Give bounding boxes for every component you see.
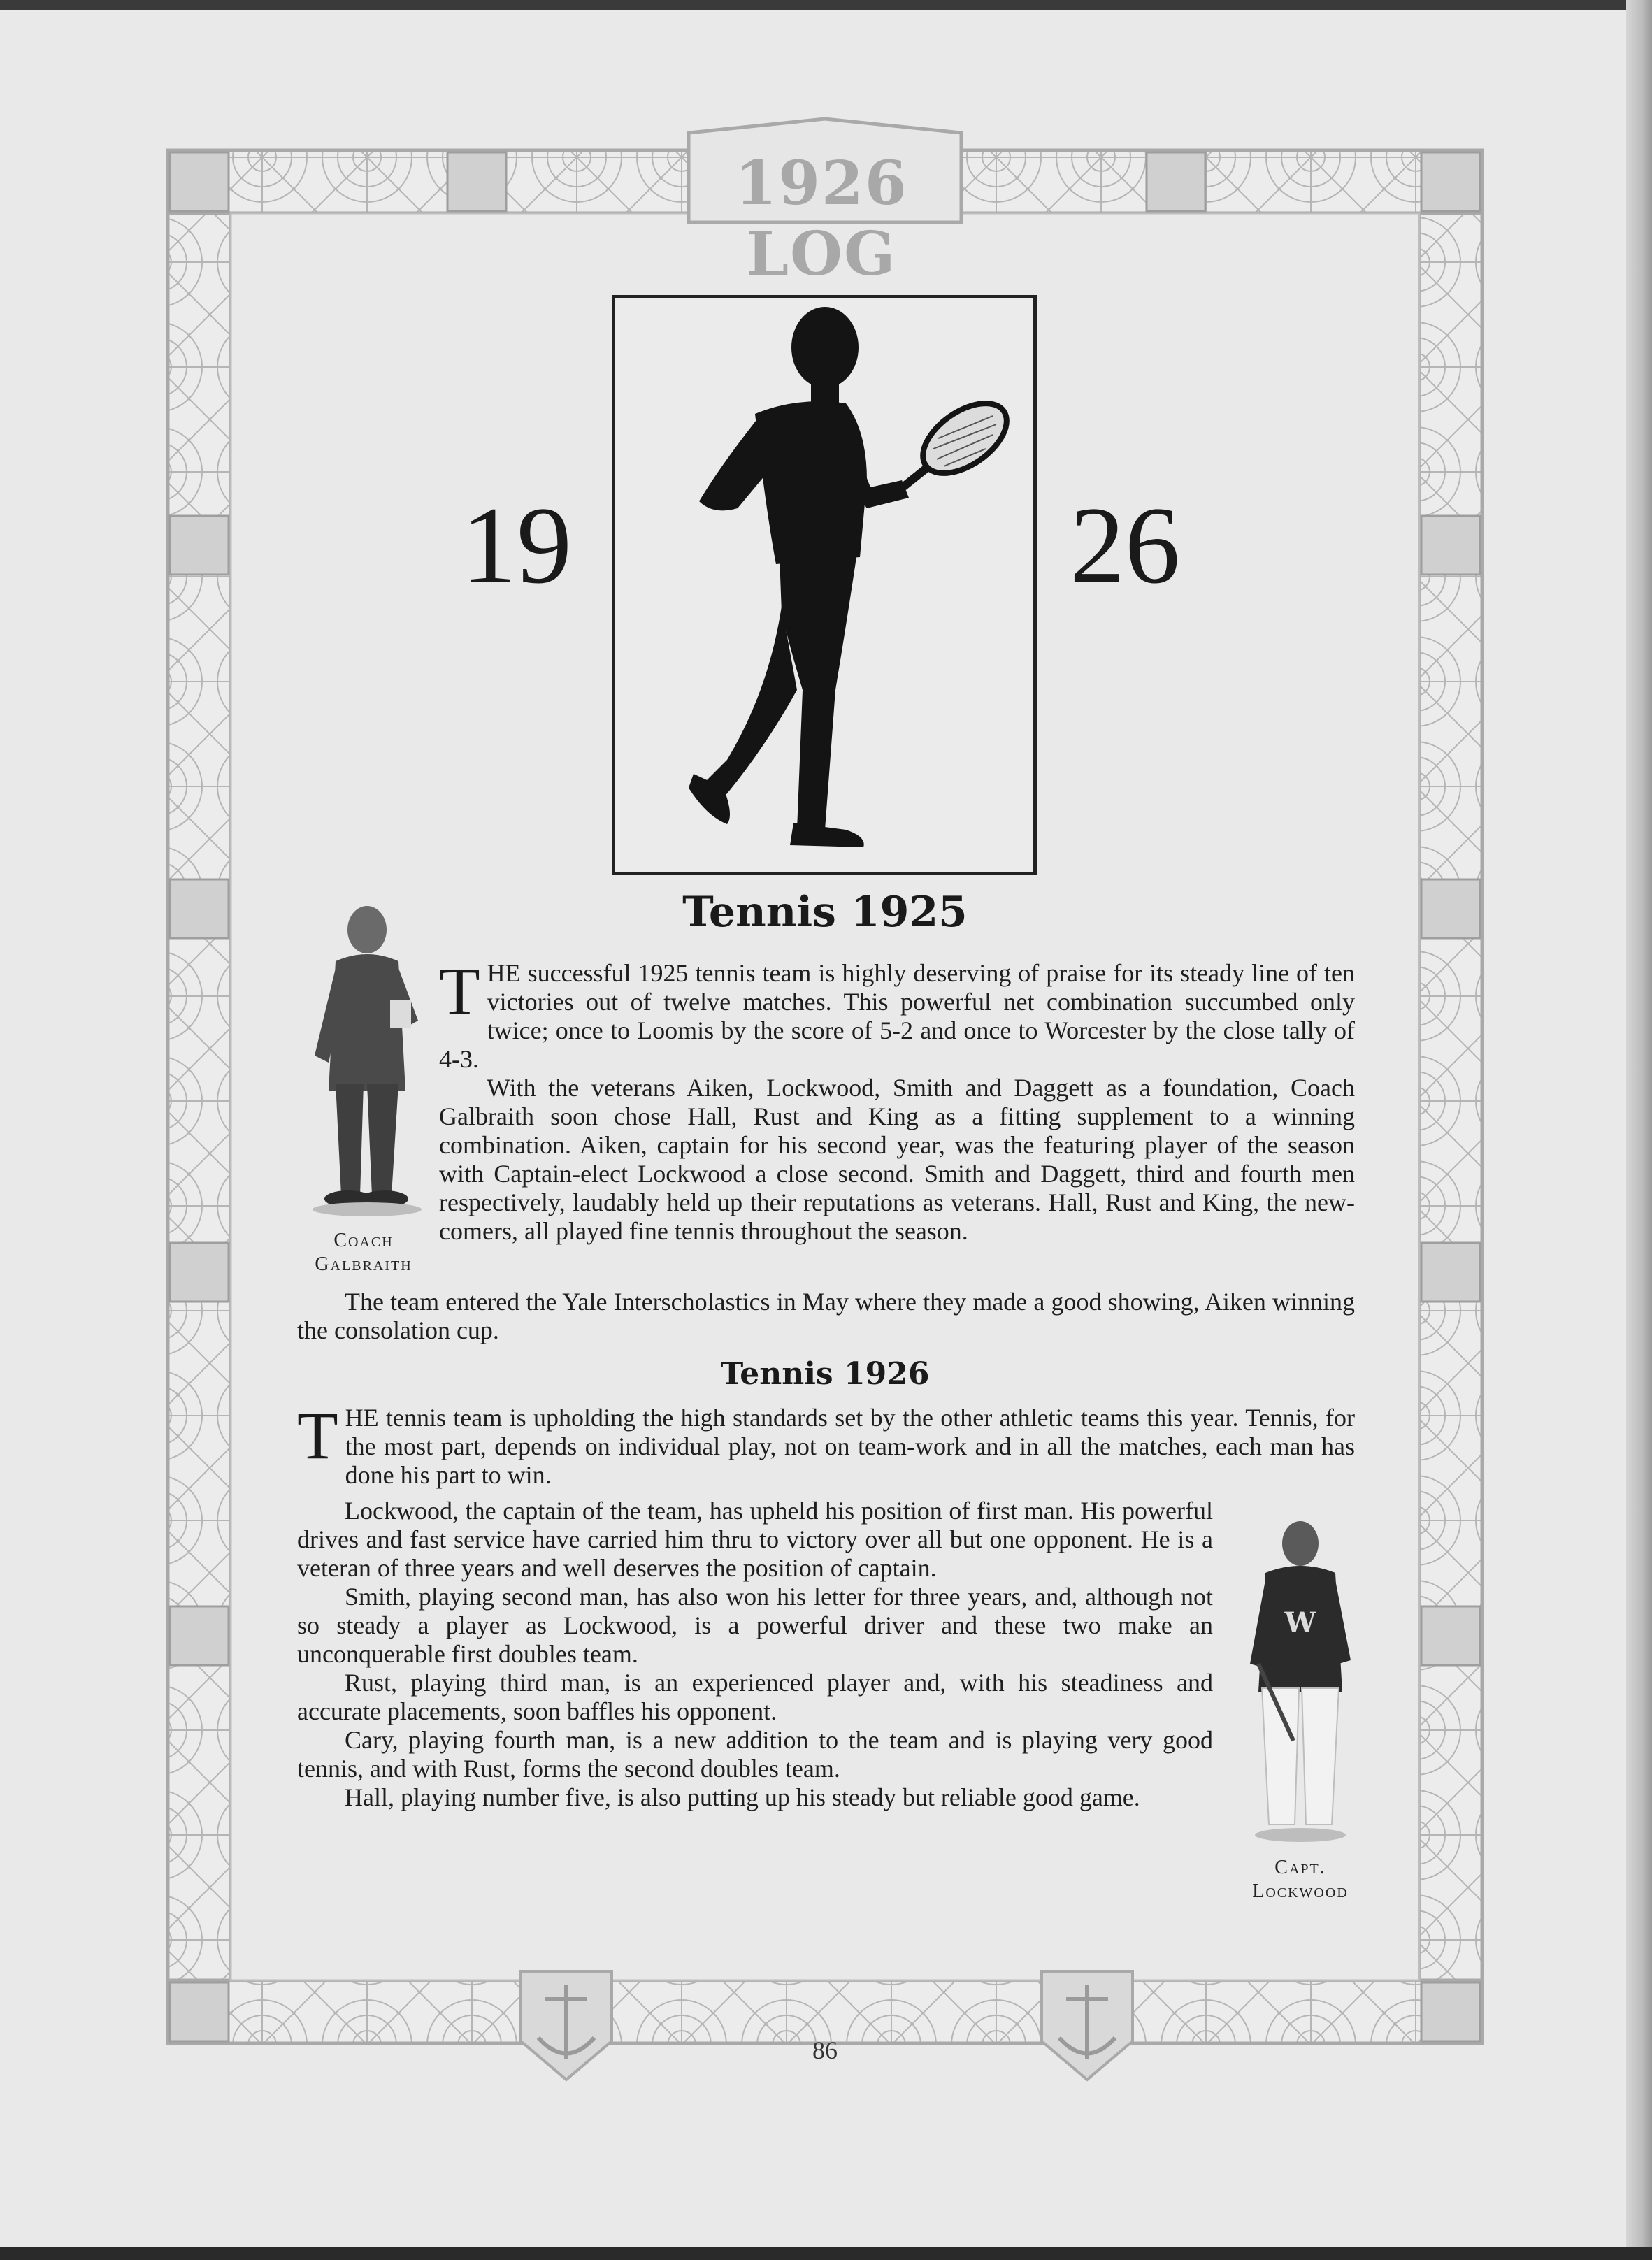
dropcap-1925: T [439,953,480,1028]
article-1926-paragraph-5: Cary, playing fourth man, is a new addition to the team and is playing very good tennis, and with Rust, forms the second doubles team. [297,1726,1213,1783]
year-left-digits: 19 [461,484,572,607]
captain-photo-caption [1223,1856,1377,1903]
dropcap-1926: T [297,1398,338,1473]
page-number: 86 [812,2036,838,2064]
coach-galbraith-photo [308,902,426,1216]
article-1926-paragraph-2: Lockwood, the captain of the team, has upheld his position of first man. His powerful drives and fast service have carried him thru to victory over all but one opponent. He is a veteran of three years and well deserves the position of captain. [297,1497,1213,1582]
section-heading-1925: Tennis 1925 [682,888,968,937]
article-1925-paragraph-3: The team entered the Yale Interscholastics in May where they made a good showing, Aiken winning the consolation cup. [297,1288,1355,1344]
article-1925-paragraph-2: With the veterans Aiken, Lockwood, Smith and Daggett as a foundation, Coach Galbraith soon chose Hall, Rust and King as a fitting supplement to a winning combination. Aiken, captain for his second year, was the featuring player of the season with Captain-elect Lockwood a close second. Smith and Daggett, third and fourth men respectively, laudably held up their reputations as veterans. Hall, Rust and King, the new-comers, all played fine tennis throughout the season. [439,1074,1355,1245]
yearbook-header-title: 1926 LOG [735,148,908,289]
article-1925-paragraph-1: HE successful 1925 tennis team is highly deserving of praise for its steady line of ten victories out of twelve matches. This powerful net combination succumbed only twice; once to Loomis by the score of 5-2 and once to Worcester by the close tally of 4-3. [439,959,1355,1073]
caption-line-2: Lockwood [1252,1880,1349,1902]
article-1926-intro [297,1398,1355,1490]
year-right-digits: 26 [1070,484,1180,607]
sweater-letter: W [1284,1606,1316,1639]
article-1925-closing [297,1288,1355,1345]
article-1926-paragraph-6: Hall, playing number five, is also putting up his steady but reliable good game. [345,1783,1140,1811]
caption-line-1: Coach [333,1230,394,1251]
caption-line-1: Capt. [1274,1857,1326,1878]
tennis-player-silhouette [615,298,1033,872]
article-1925-text [439,953,1355,1246]
article-1926-body [297,1497,1213,1812]
coach-photo-caption [294,1229,433,1276]
section-heading-1926: Tennis 1926 [720,1356,930,1392]
captain-lockwood-photo [1244,1517,1356,1845]
article-1926-paragraph-1: HE tennis team is upholding the high standards set by the other athletic teams this year. Tennis, for the most part, depends on individual play, not on team-work and in all the matches, each man has done his part to win. [345,1404,1355,1489]
caption-line-2: Galbraith [315,1253,412,1275]
tennis-player-silhouette-frame [612,295,1037,875]
article-1926-paragraph-3: Smith, playing second man, has also won his letter for three years, and, although not so steady a player as Lockwood, is a powerful driver and these two make an unconquerable first doubles team. [297,1583,1213,1668]
article-1926-paragraph-4: Rust, playing third man, is an experienced player and, with his steadiness and accurate placements, soon baffles his opponent. [297,1669,1213,1725]
